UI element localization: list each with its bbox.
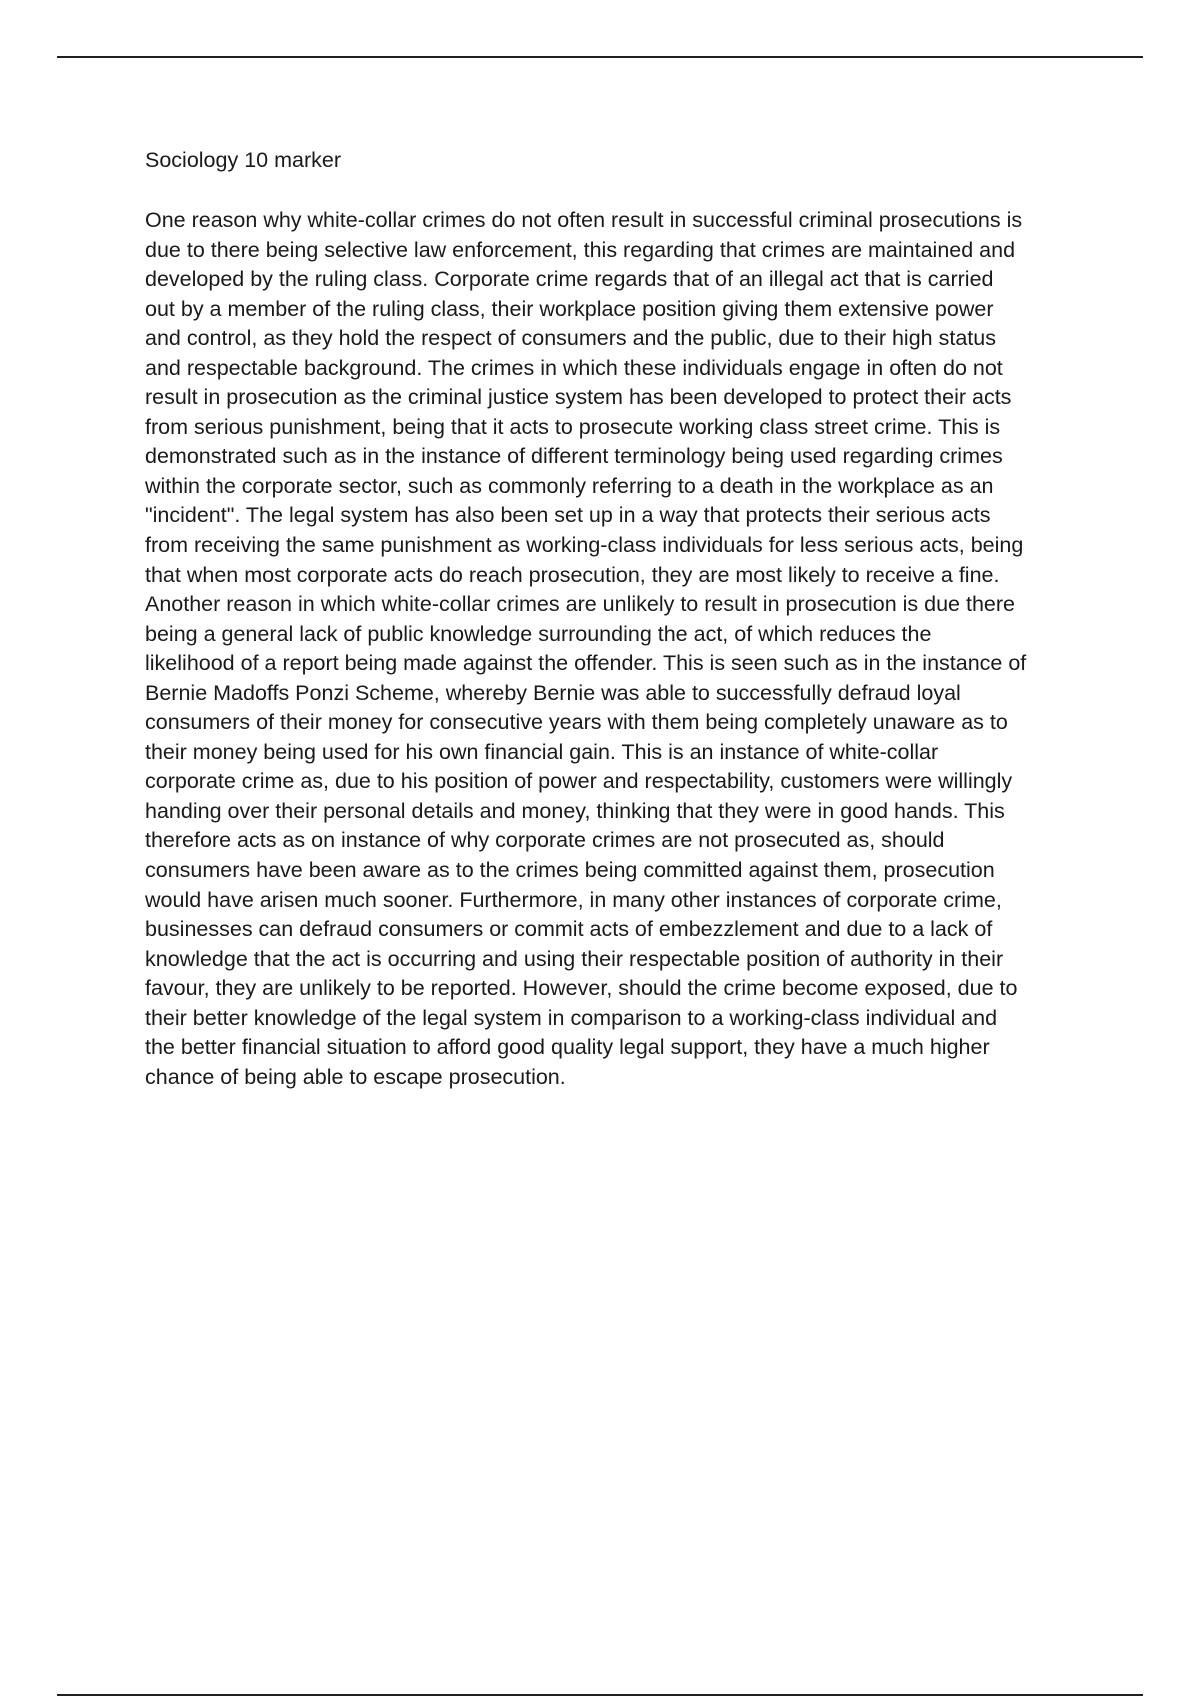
body-line: consumers of their money for consecutive years with them being completely unaware as to (145, 710, 1008, 735)
body-line: and respectable background. The crimes in which these individuals engage in often do not (145, 355, 1003, 380)
body-line: knowledge that the act is occurring and using their respectable position of authority in their (145, 946, 1004, 971)
body-line: chance of being able to escape prosecution. (145, 1064, 566, 1089)
footer-rule (57, 1694, 1143, 1696)
body-line: consumers have been aware as to the crimes being committed against them, prosecution (145, 858, 995, 883)
document-page (145, 146, 1065, 1092)
body-line: that when most corporate acts do reach prosecution, they are most likely to receive a fine. (145, 562, 1000, 587)
body-line: corporate crime as, due to his position of power and respectability, customers were willingly (145, 769, 1013, 794)
body-line: demonstrated such as in the instance of different terminology being used regarding crimes (145, 444, 1003, 469)
body-line: due to there being selective law enforcement, this regarding that crimes are maintained and (145, 237, 1016, 262)
body-line: favour, they are unlikely to be reported. However, should the crime become exposed, due to (145, 976, 1018, 1001)
body-line: would have arisen much sooner. Furthermore, in many other instances of corporate crime, (145, 887, 1002, 912)
document-body (145, 206, 1065, 1092)
document-title: Sociology 10 marker (145, 148, 341, 172)
body-line: businesses can defraud consumers or commit acts of embezzlement and due to a lack of (145, 917, 993, 942)
body-line: Another reason in which white-collar crimes are unlikely to result in prosecution is due there (145, 592, 1015, 617)
body-line: Bernie Madoffs Ponzi Scheme, whereby Bernie was able to successfully defraud loyal (145, 680, 961, 705)
body-line: the better financial situation to afford good quality legal support, they have a much higher (145, 1035, 990, 1060)
body-line: being a general lack of public knowledge surrounding the act, of which reduces the (145, 621, 932, 646)
body-line: within the corporate sector, such as commonly referring to a death in the workplace as an (145, 473, 994, 498)
body-line: developed by the ruling class. Corporate crime regards that of an illegal act that is carried (145, 267, 994, 292)
header-rule (57, 56, 1143, 58)
body-line: from receiving the same punishment as working-class individuals for less serious acts, being (145, 533, 1024, 558)
body-line: therefore acts as on instance of why corporate crimes are not prosecuted as, should (145, 828, 945, 853)
body-line: from serious punishment, being that it acts to prosecute working class street crime. This is (145, 414, 1001, 439)
body-line: their money being used for his own financial gain. This is an instance of white-collar (145, 739, 939, 764)
body-line: "incident". The legal system has also been set up in a way that protects their serious acts (145, 503, 991, 528)
body-line: handing over their personal details and money, thinking that they were in good hands. This (145, 798, 1005, 823)
body-line: One reason why white-collar crimes do not often result in successful criminal prosecutions is (145, 208, 1023, 232)
body-line: out by a member of the ruling class, their workplace position giving them extensive power (145, 296, 994, 321)
body-line: and control, as they hold the respect of consumers and the public, due to their high status (145, 326, 996, 351)
body-line: result in prosecution as the criminal justice system has been developed to protect their acts (145, 385, 1012, 410)
body-line: their better knowledge of the legal system in comparison to a working-class individual and (145, 1005, 998, 1030)
body-line: likelihood of a report being made against the offender. This is seen such as in the instance of (145, 651, 1027, 676)
